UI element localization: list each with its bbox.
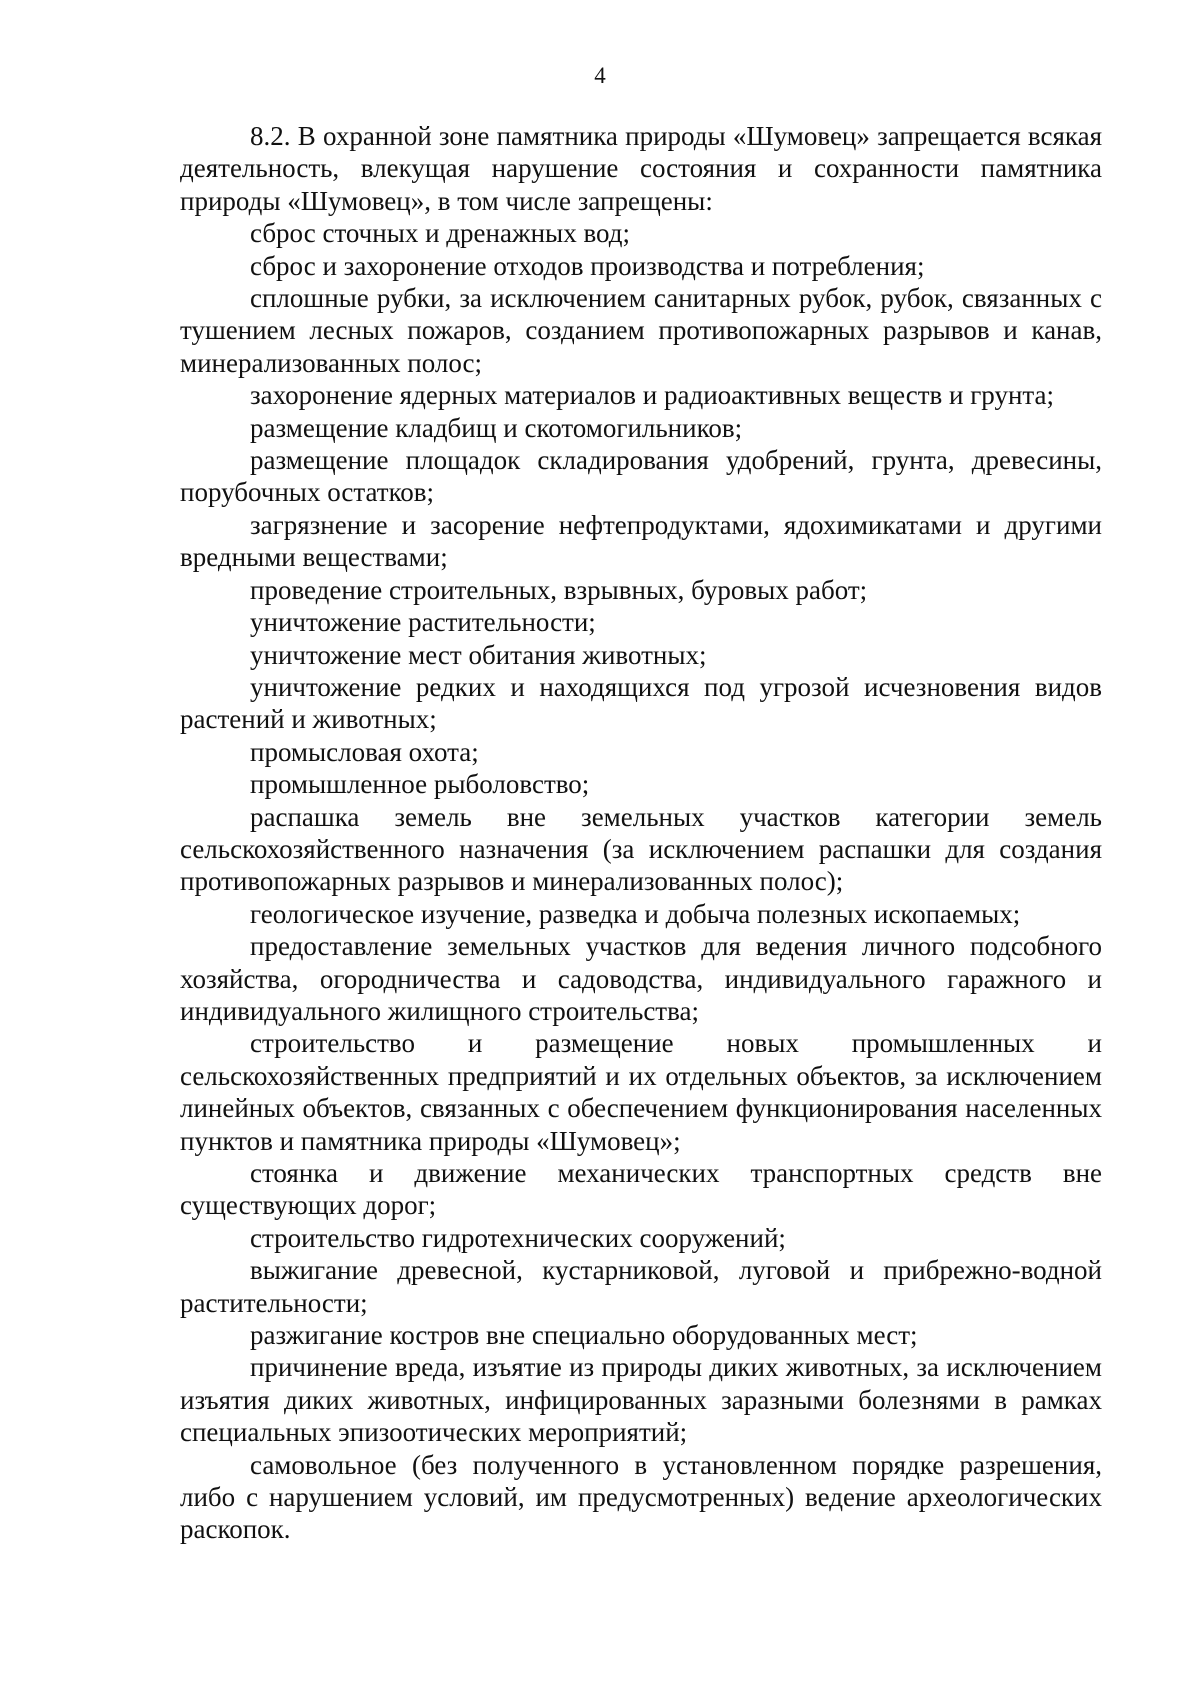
list-item-geology: геологическое изучение, разведка и добыча полезных ископаемых; xyxy=(250,898,1021,929)
list-item-vegetation-destruction: уничтожение растительности; xyxy=(250,607,596,638)
page-number: 4 xyxy=(594,63,606,88)
list-item-rare-species: уничтожение редких и находящихся под угрозой исчезновения видов растений и животных; xyxy=(180,671,1102,735)
list-item-wildlife-harm: причинение вреда, изъятие из природы диких животных, за исключением изъятия диких животных, инфицированных заразными болезнями в рамках специальных эпизоотических мероприятий; xyxy=(180,1352,1102,1448)
list-item-industrial-construction: строительство и размещение новых промышленных и сельскохозяйственных предприятий и их отдельных объектов, за исключением линейных объектов, связанных с обеспечением функционирования населенных пунктов и памятника природы «Шумовец»; xyxy=(180,1028,1102,1156)
list-item-cemeteries: размещение кладбищ и скотомогильников; xyxy=(250,412,743,443)
list-item-storage-sites: размещение площадок складирования удобрений, грунта, древесины, порубочных остатков; xyxy=(180,445,1102,508)
list-item-land-allocation: предоставление земельных участков для ведения личного подсобного хозяйства, огородничества и садоводства, индивидуального гаражного и индивидуального жилищного строительства; xyxy=(180,931,1102,1026)
list-item-archaeology: самовольное (без полученного в установленном порядке разрешения, либо с нарушением условий, им предусмотренных) ведение археологических раскопок. xyxy=(180,1449,1102,1545)
list-item-vehicles: стоянка и движение механических транспортных средств вне существующих дорог; xyxy=(180,1158,1102,1221)
list-item-construction-works: проведение строительных, взрывных, буровых работ; xyxy=(250,574,868,605)
list-item-clear-cutting: сплошные рубки, за исключением санитарных рубок, рубок, связанных с тушением лесных пожаров, созданием противопожарных разрывов и канав, минерализованных полос; xyxy=(180,283,1102,378)
list-item-pollution: загрязнение и засорение нефтепродуктами, ядохимикатами и другими вредными веществами; xyxy=(180,509,1102,573)
list-item-campfires: разжигание костров вне специально оборудованных мест; xyxy=(250,1320,918,1351)
list-item-wastewater: сброс сточных и дренажных вод; xyxy=(250,218,630,249)
paragraph-8-2-intro: 8.2. В охранной зоне памятника природы «Шумовец» запрещается всякая деятельность, влекущая нарушение состояния и сохранности памятника природы «Шумовец», в том числе запрещены: xyxy=(180,121,1102,216)
list-item-nuclear-burial: захоронение ядерных материалов и радиоактивных веществ и грунта; xyxy=(250,380,1055,411)
list-item-habitat-destruction: уничтожение мест обитания животных; xyxy=(250,639,707,670)
document-body xyxy=(180,120,1102,1546)
list-item-waste-disposal: сброс и захоронение отходов производства и потребления; xyxy=(250,250,925,281)
list-item-hydro-construction: строительство гидротехнических сооружений; xyxy=(250,1222,786,1253)
list-item-burning: выжигание древесной, кустарниковой, луговой и прибрежно-водной растительности; xyxy=(180,1255,1102,1318)
list-item-hunting: промысловая охота; xyxy=(250,736,479,767)
list-item-fishing: промышленное рыболовство; xyxy=(250,769,590,800)
list-item-ploughing: распашка земель вне земельных участков категории земель сельскохозяйственного назначения (за исключением распашки для создания противопожарных разрывов и минерализованных полос); xyxy=(180,801,1102,897)
